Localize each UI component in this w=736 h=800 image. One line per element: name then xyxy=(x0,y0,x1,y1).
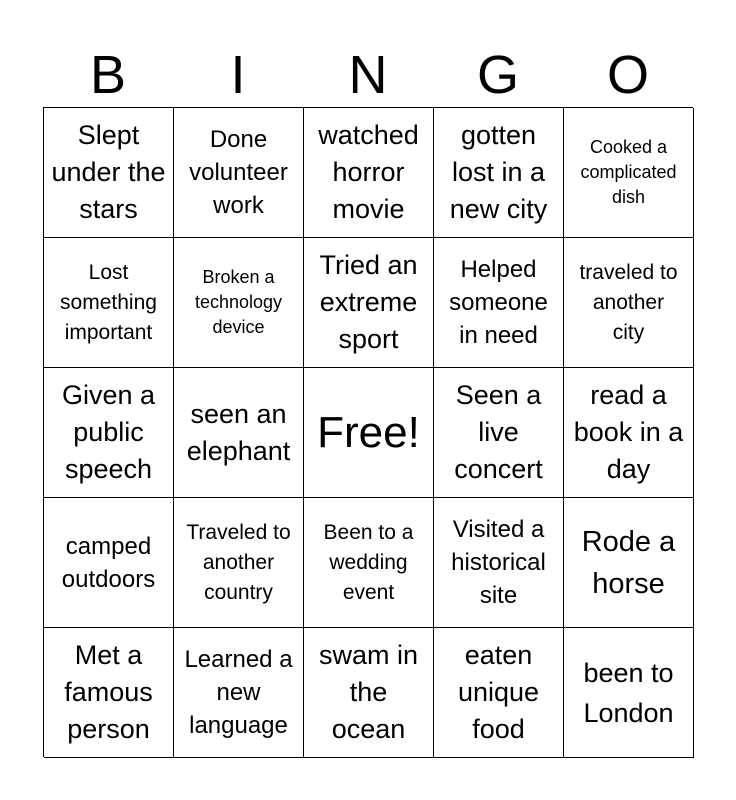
cell-text: Broken a technology device xyxy=(194,267,283,337)
bingo-cell[interactable] xyxy=(304,498,434,628)
cell-text: Lost something important xyxy=(60,260,157,344)
cell-text: Cooked a complicated dish xyxy=(580,137,677,207)
cell-text: Visited a historical site xyxy=(451,516,546,609)
bingo-cell[interactable] xyxy=(434,108,564,238)
cell-text: camped outdoors xyxy=(61,532,156,593)
bingo-cell[interactable] xyxy=(304,108,434,238)
bingo-cell[interactable] xyxy=(174,628,304,758)
cell-text: been to London xyxy=(583,657,674,728)
bingo-cell[interactable] xyxy=(174,368,304,498)
header-letter-i: I xyxy=(230,45,246,105)
cell-text: Given a public speech xyxy=(61,380,156,484)
header-letter-o: O xyxy=(606,45,649,105)
bingo-cell[interactable] xyxy=(564,108,694,238)
bingo-cell[interactable] xyxy=(434,498,564,628)
bingo-board xyxy=(43,107,693,757)
bingo-cell[interactable] xyxy=(434,628,564,758)
bingo-cell[interactable] xyxy=(44,108,174,238)
bingo-header xyxy=(43,42,693,108)
cell-text: Helped someone in need xyxy=(449,256,548,349)
cell-text: eaten unique food xyxy=(457,640,540,744)
bingo-cell[interactable] xyxy=(174,238,304,368)
bingo-cell[interactable] xyxy=(434,368,564,498)
cell-text: read a book in a day xyxy=(573,380,684,484)
cell-text: Been to a wedding event xyxy=(323,520,414,604)
bingo-cell[interactable] xyxy=(174,498,304,628)
bingo-cell[interactable] xyxy=(304,628,434,758)
bingo-cell[interactable] xyxy=(44,238,174,368)
cell-text: watched horror movie xyxy=(318,120,419,224)
bingo-cell[interactable] xyxy=(564,368,694,498)
cell-text: Rode a horse xyxy=(581,525,676,600)
bingo-cell[interactable] xyxy=(44,368,174,498)
cell-text: Seen a live concert xyxy=(454,380,543,484)
cell-text: swam in the ocean xyxy=(318,640,419,744)
header-letter-g: G xyxy=(476,45,519,105)
cell-text: Learned a new language xyxy=(184,646,293,739)
bingo-cell[interactable] xyxy=(564,238,694,368)
header-letter-b: B xyxy=(89,45,127,105)
bingo-cell[interactable] xyxy=(564,498,694,628)
bingo-cell[interactable] xyxy=(174,108,304,238)
bingo-cell[interactable] xyxy=(44,628,174,758)
cell-text: Slept under the stars xyxy=(51,120,166,224)
bingo-cell[interactable] xyxy=(434,238,564,368)
header-letter-n: N xyxy=(348,45,388,105)
free-cell[interactable] xyxy=(304,368,434,498)
cell-text: seen an elephant xyxy=(186,398,291,466)
cell-text: traveled to another city xyxy=(579,260,678,344)
cell-text: Met a famous person xyxy=(64,640,153,744)
cell-text: gotten lost in a new city xyxy=(449,120,548,224)
bingo-cell[interactable] xyxy=(304,238,434,368)
bingo-cell[interactable] xyxy=(44,498,174,628)
bingo-cell[interactable] xyxy=(564,628,694,758)
cell-text: Done volunteer work xyxy=(189,126,288,219)
cell-text: Traveled to another country xyxy=(186,520,291,604)
free-cell-text: Free! xyxy=(317,407,420,457)
cell-text: Tried an extreme sport xyxy=(319,250,418,354)
